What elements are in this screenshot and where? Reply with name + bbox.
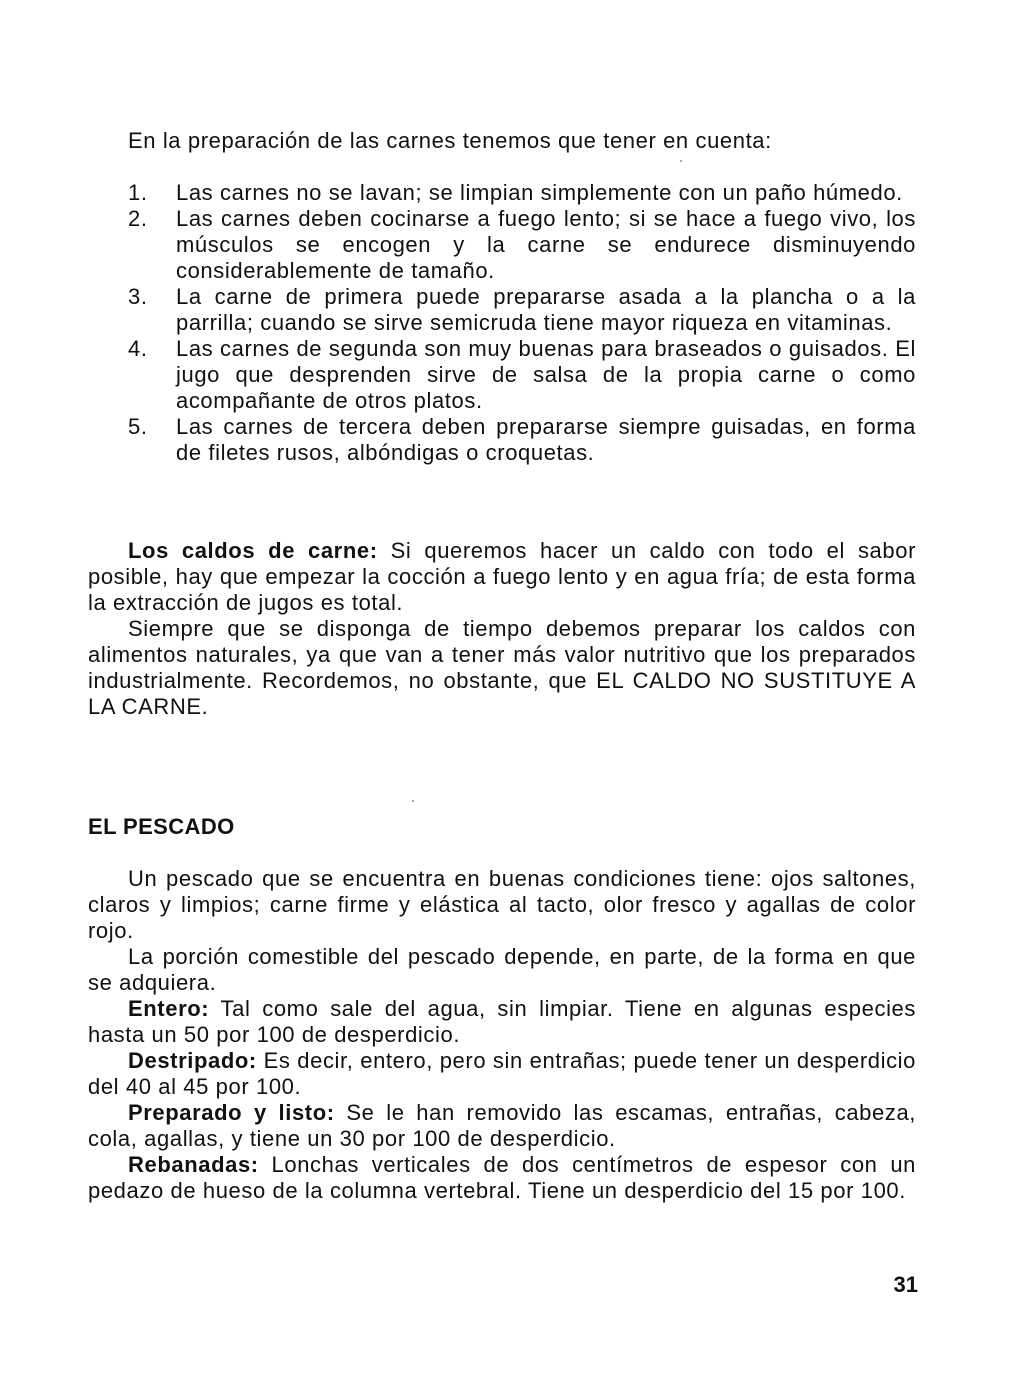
pescado-paragraph-2: La porción comestible del pescado depende, en parte, de la forma en que se adquiera. (88, 944, 916, 995)
item-label: Preparado y listo: (128, 1100, 335, 1125)
item-label: Rebanadas: (128, 1152, 259, 1177)
list-text: Las carnes de segunda son muy buenas para braseados o guisados. El jugo que desprenden sirve de salsa de la propia carne o como acompañante de otros platos. (176, 336, 916, 413)
list-item (128, 180, 916, 206)
pescado-item-entero (88, 996, 916, 1048)
list-text: Las carnes de tercera deben prepararse siempre guisadas, en forma de filetes rusos, albóndigas o croquetas. (176, 414, 916, 465)
pescado-section (88, 866, 916, 1204)
list-text: Las carnes no se lavan; se limpian simplemente con un paño húmedo. (176, 180, 903, 205)
list-text: La carne de primera puede prepararse asada a la plancha o a la parrilla; cuando se sirve semicruda tiene mayor riqueza en vitaminas. (176, 284, 916, 335)
list-text: Las carnes deben cocinarse a fuego lento; si se hace a fuego vivo, los músculos se encogen y la carne se endurece disminuyendo considerablemente de tamaño. (176, 206, 916, 283)
pescado-item-preparado (88, 1100, 916, 1152)
list-item (128, 336, 916, 414)
pescado-item-rebanadas (88, 1152, 916, 1204)
list-number: 4. (128, 336, 148, 361)
pescado-item-destripado (88, 1048, 916, 1100)
speck-mark (412, 800, 414, 802)
list-number: 3. (128, 284, 148, 309)
item-text: Lonchas verticales de dos centímetros de espesor con un pedazo de hueso de la columna vertebral. Tiene un desperdicio del 15 por 100. (88, 1152, 916, 1203)
meat-preparation-list (128, 180, 916, 466)
list-number: 2. (128, 206, 148, 231)
caldos-text-1: Si queremos hacer un caldo con todo el sabor posible, hay que empezar la cocción a fuego lento y en agua fría; de esta forma la extracción de jugos es total. (88, 538, 916, 615)
list-item (128, 414, 916, 466)
caldos-label: Los caldos de carne: (128, 538, 378, 563)
item-label: Destripado: (128, 1048, 257, 1073)
list-item (128, 284, 916, 336)
item-text: Se le han removido las escamas, entrañas, cabeza, cola, agallas, y tiene un 30 por 100 de desperdicio. (88, 1100, 916, 1151)
caldos-paragraph-2: Siempre que se disponga de tiempo debemos preparar los caldos con alimentos naturales, ya que van a tener más valor nutritivo que los preparados industrialmente. Recordemos, no obstante, que EL CALDO NO SUSTITUYE A LA CARNE. (88, 616, 916, 719)
pescado-paragraph-1: Un pescado que se encuentra en buenas condiciones tiene: ojos saltones, claros y limpios; carne firme y elástica al tacto, olor fresco y agallas de color rojo. (88, 866, 916, 943)
item-label: Entero: (128, 996, 210, 1021)
list-number: 1. (128, 180, 148, 205)
list-item (128, 206, 916, 284)
page-number: 31 (893, 1272, 918, 1297)
caldos-paragraph-1 (88, 538, 916, 616)
item-text: Es decir, entero, pero sin entrañas; puede tener un desperdicio del 40 al 45 por 100. (88, 1048, 916, 1099)
caldos-section (88, 538, 916, 720)
intro-text: En la preparación de las carnes tenemos que tener en cuenta: (128, 128, 772, 153)
list-number: 5. (128, 414, 148, 439)
section-heading-pescado: EL PESCADO (88, 814, 235, 839)
speck-mark (680, 160, 682, 162)
item-text: Tal como sale del agua, sin limpiar. Tiene en algunas especies hasta un 50 por 100 de desperdicio. (88, 996, 916, 1047)
